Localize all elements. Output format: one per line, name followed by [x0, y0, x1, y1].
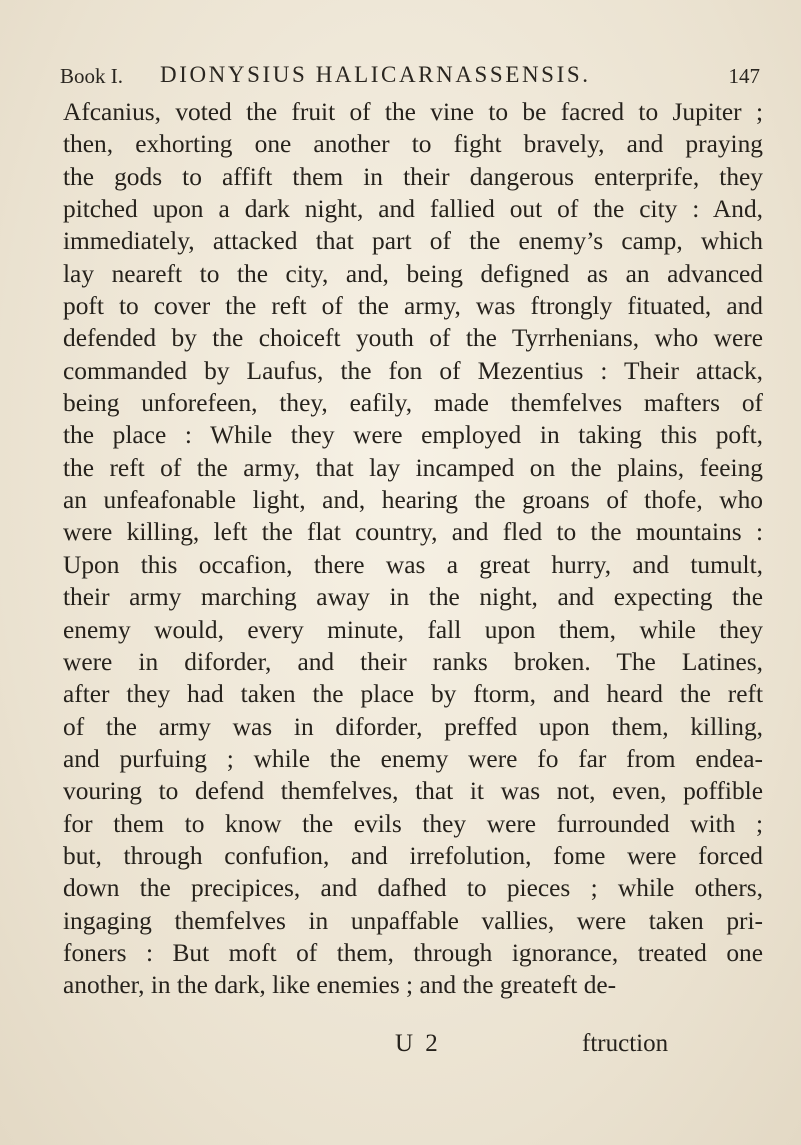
- page-number: 147: [728, 64, 760, 88]
- text-line: another, in the dark, like enemies ; and the greateft de-: [63, 971, 617, 1000]
- text-line: down the precipices, and dafhed to pieces ; while others,: [63, 874, 763, 903]
- running-head: [60, 58, 760, 92]
- text-line: the place : While they were employed in taking this poft,: [63, 421, 763, 450]
- text-line: of the army was in diforder, preffed upon them, killing,: [63, 712, 763, 741]
- book-number: Book I.: [60, 64, 123, 88]
- body-text: [63, 96, 763, 1002]
- text-line: for them to know the evils they were furrounded with ;: [63, 809, 763, 838]
- text-line: defended by the choiceft youth of the Tyrrhenians, who were: [63, 324, 763, 353]
- text-line: Afcanius, voted the fruit of the vine to be facred to Jupiter ;: [63, 98, 763, 126]
- text-line: poft to cover the reft of the army, was ftrongly fituated, and: [63, 292, 763, 321]
- page-footer: [0, 1030, 801, 1064]
- text-line: commanded by Laufus, the fon of Mezentius : Their attack,: [63, 356, 763, 385]
- text-line: and purfuing ; while the enemy were fo far from endea-: [63, 744, 763, 773]
- text-line: ingaging themfelves in unpaffable vallies, were taken pri-: [63, 906, 763, 935]
- text-line: pitched upon a dark night, and fallied out of the city : And,: [63, 195, 763, 224]
- text-line: lay neareft to the city, and, being defigned as an advanced: [63, 259, 763, 288]
- text-line: were killing, left the flat country, and fled to the mountains :: [63, 518, 763, 547]
- text-line: being unforefeen, they, eafily, made themfelves mafters of: [63, 389, 763, 418]
- text-line: their army marching away in the night, and expecting the: [63, 583, 763, 612]
- text-line: Upon this occafion, there was a great hurry, and tumult,: [63, 550, 763, 579]
- signature-mark: U 2: [395, 1030, 441, 1057]
- text-line: were in diforder, and their ranks broken. The Latines,: [63, 647, 763, 676]
- text-line: immediately, attacked that part of the enemy’s camp, which: [63, 227, 763, 256]
- running-title: DIONYSIUS HALICARNASSENSIS.: [160, 62, 591, 87]
- text-line: enemy would, every minute, fall upon them, while they: [63, 615, 763, 644]
- text-line: the reft of the army, that lay incamped on the plains, feeing: [63, 453, 763, 482]
- text-line: an unfeafonable light, and, hearing the groans of thofe, who: [63, 486, 763, 515]
- text-line: but, through confufion, and irrefolution, fome were forced: [63, 841, 763, 870]
- text-line: after they had taken the place by ftorm, and heard the reft: [63, 680, 763, 709]
- text-line: foners : But moft of them, through ignorance, treated one: [63, 938, 763, 967]
- text-line: vouring to defend themfelves, that it was not, even, poffible: [63, 777, 763, 806]
- text-line: the gods to affift them in their dangerous enterprife, they: [63, 162, 763, 191]
- catchword: ftruction: [582, 1030, 669, 1057]
- text-line: then, exhorting one another to fight bravely, and praying: [63, 130, 763, 159]
